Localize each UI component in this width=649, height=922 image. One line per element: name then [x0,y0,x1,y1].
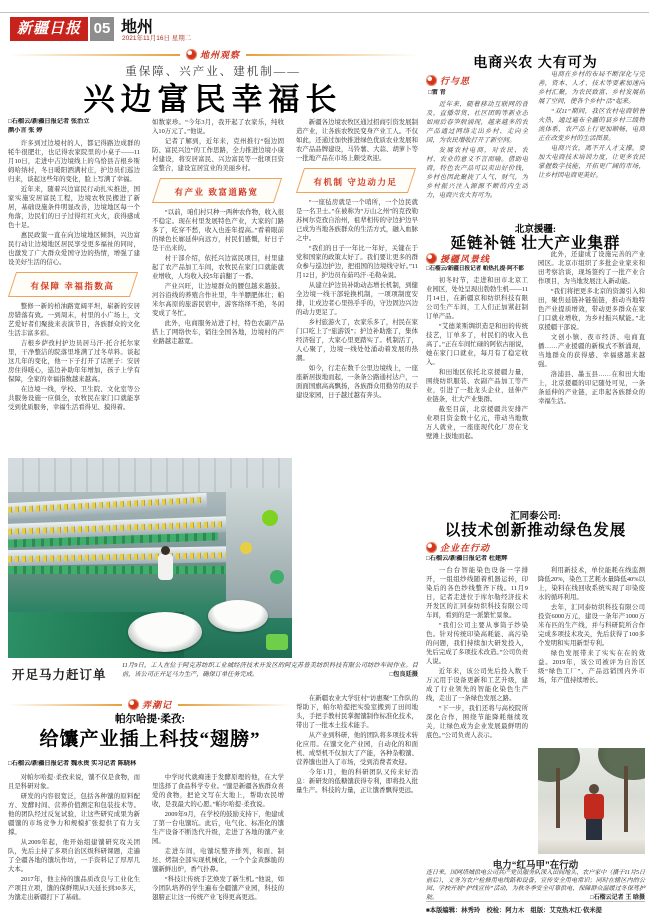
naan-article-byline: □石榴云/新疆日报记者 魏永贵 实习记者 陈晓林 [8,760,137,767]
power-worker-photo [538,748,645,854]
main-article-column-1 [8,118,140,454]
article-paragraph: 从建立护边员补助动态增长机制，到健全边境一线干部轮换机制，一项项制度安排，让戍边者心里热乎乎的，守边固边兴边的动力更足了。 [296,282,418,316]
column-tag-icon [128,699,139,710]
section-divider [8,48,418,61]
green-knob [262,510,278,526]
commentary-byline: □雷 青 [428,89,446,96]
article-paragraph: 一台台智能染色设备一字排开，一组组纱线随着机器运转，印染后的各色纱线整齐下线。11月9日，记者走进位于库尔勒经济技术开发区的汇同泰纺织科技有限公司车间，看到的是一派繁忙景象。 [426,567,528,619]
article-paragraph: 和田地区依托北京援疆力量，围绕纺织服装、农副产品加工等产业，引进了一批龙头企业，延伸产业链条，壮大产业集群。 [426,369,528,403]
article-paragraph: “双11”期间，我区农村电商销售火热，通过遍布全疆的县乡村三级物流体系，农产品上行更加顺畅，电商正在改变乡村的生活图景。 [538,108,645,142]
article-paragraph: 此外，电商服务站进了村，特色农副产品搭上了网络快车，销往全国各地，边境村的产业路越走越宽。 [152,320,284,345]
column-tag-label: 弄潮记 [142,700,173,710]
column-tag-icon [426,75,437,86]
column-tag-icon [426,542,437,553]
huitongtai-article-column-1 [426,566,528,854]
column-tag [426,252,490,265]
article-paragraph: 近年来，该公司先后投入数千万元用于设备更新和工艺升级，建成了行业领先的智能化染色生产线，走出了一条绿色发展之路。 [426,668,528,702]
article-paragraph: 从产业到科研，他的团队将多项技术转化应用。在馕文化产业园，自动化的和面机、成型机不仅加大了产能，各种杂粮馕、营养馕也进入了市场，受到消费者欢迎。 [296,732,418,766]
article-paragraph: 乡村旅游火了，农家乐多了，村民在家门口吃上了“旅游饭”；护边补助涨了，集体经济强了，大家心里更踏实了。机制活了，人心聚了，边境一线处处涌动着发展的热潮。 [296,319,418,362]
column-tag-label: 援疆风景线 [440,254,491,264]
beijing-article-column-1 [426,276,528,501]
photo2-caption-title: 电力“红马甲”在行动 [492,860,579,871]
column-tag-label: 行与思 [440,76,471,86]
edition-date: 2021年11月16日 星期二 [122,35,192,42]
section-divider [8,698,292,711]
textile-factory-photo [8,458,292,658]
page-number-badge: 05 [90,17,114,41]
article-paragraph: 洛浦县、墨玉县……在和田大地上，北京援疆的印记随处可见，一条条延伸的产业链，正串起各族群众的幸福生活。 [538,371,645,405]
article-paragraph: 如数家珍。“今年3月，我开起了农家乐，纯收入10万元了。”他说。 [152,119,284,135]
article-paragraph: “科技让传统手艺焕发了新生机。”他说，如今团队培养的学生遍布全疆馕产业园，科技的翅膀正让这一传统产业飞得更高更远。 [152,876,284,901]
subhead-box [152,178,282,203]
top-rule [0,12,649,13]
column-tag-icon [186,49,197,60]
article-paragraph: “我们将把更多北京的资源引入和田，聚焦延链补链强链，推动当地特色产业提质增效，带动更多群众在家门口就业增收，为乡村振兴赋能。”北京援疆干部说。 [538,288,645,331]
machine-cabinet [226,488,292,618]
section-title: 地州 [121,19,154,36]
main-article-kicker: 重保障、兴产业、建机制—— [125,66,301,78]
article-paragraph: 绿色发展带来了实实在在的效益。2019年，该公司被评为自治区级“绿色工厂”，产品远销国内外市场，年产值持续增长。 [538,650,645,684]
subhead-label: 有保障 幸福指数高 [30,280,115,291]
article-paragraph: 走进车间，电馕坑整齐排列，和面、制坯、烤制全部实现机械化，一个个金黄酥脆的馕新鲜出炉，香气扑鼻。 [152,848,284,873]
article-paragraph: 从2009年起，他开始组建馕研究攻关团队，先后主持了多项自治区级科研课题，走遍了全疆各地的馕坑作坊，一手资料记了厚厚几大本。 [8,839,140,873]
column-tag [426,74,470,87]
subhead-label: 有产业 致富道路宽 [174,186,259,197]
photo1-caption-text: 11月9日，工人在位于阿克苏纺织工业城经济技术开发区的阿克苏普美纺织科技有限公司纺纱车间作业。目前，该公司正开足马力生产，确保订单任务完成。 [122,662,418,678]
divider-line [246,54,418,56]
yellow-knob [240,542,252,554]
article-paragraph: 2017年，他主持的馕品质改良与工业化生产项目立项，馕的保鲜期从3天延长到30多天，为馕走出新疆打下了基础。 [8,876,140,901]
green-part [266,634,288,650]
article-paragraph: 文创小镇、夜市经济、电商直播……产业援疆的新模式不断涌现，当地群众的获得感、幸福感越来越强。 [538,334,645,368]
main-article-byline-2: 颜小言 张 婷 [8,126,43,134]
factory-ceiling [8,458,292,492]
page-footer: ■本版编辑：林秀玲 校检：阿力木 组版：艾克热木江·依米提 [426,901,645,914]
sliver-can [128,612,202,652]
article-paragraph: 初冬时节，走进和田市北京工业园区，处处呈现出勃勃生机——11月14日，在新疆京和纺织科技有限公司生产车间，工人们正加紧赶制订单产品。 [426,277,528,320]
article-paragraph: 研发的内容很宽泛，包括各种馕的原料配方、发酵时间、营养价值测定和包装技术等。他的团队经过反复试验，让这些研究成果为新疆馕的市场竞争力和规模扩张提供了有力支撑。 [8,793,140,836]
naan-article-column-3 [296,694,418,916]
red-vest [584,794,604,820]
main-article-column-3 [296,118,418,658]
article-paragraph: “艾德莱斯绸织造是和田的传统技艺，订单多了，村民们的收入也高了。”正在车间忙碌的阿依古丽说，她在家门口就业，每月有了稳定收入。 [426,323,528,366]
subhead-box [8,272,138,297]
article-paragraph: “以前，咱们村只种一两种农作物，收入很不稳定。现在村里发展特色产业，大家的门路多了，吃穿不愁，收入也连年提高。”看着眼前的绿色长廊延伸向远方，村民们感慨，好日子是干出来的。 [152,209,284,252]
sliver-can [208,600,268,632]
photo2-caption-text: 连日来，国网塔城供电公司共产党员服务队深入田间地头、农户家中（摄于11月5日前后），义务为农户检修用电线路和设备，宣传安全用电常识；同时在辖区内的公园、学校开展“护线宣传”活动，为秋冬季安全可靠供电、保障群众温暖过冬保驾护航。 [426,870,645,901]
article-paragraph: 近年来，随着移动互联网的普及，直播带货、社区团购等新业态如雨后春笋般涌现，越来越多的农产品通过网络走出乡村、走向全国，为农民增收打开了新空间。 [426,101,528,144]
naan-article-kicker: 帕尔哈提·柔孜: [115,714,185,725]
divider-line [8,54,180,56]
main-article-title: 兴边富民幸福长 [83,82,343,117]
article-paragraph: 截至目前，北京援疆共安排产业项目资金数十亿元，带动当地数万人就业，一座座现代化厂房在戈壁滩上拔地而起。 [426,406,528,440]
huitongtai-article-byline: □石榴云/新疆日报记者 杜建辉 [426,555,508,562]
article-paragraph: “一座毡房就是一个哨所，一个边民就是一名卫士。”在被称为“万山之州”的克孜勒苏柯尔克孜自治州，祖辈相传的守边护边早已成为当地各族群众的生活方式，融入血脉之中。 [296,199,418,242]
column-tag-label: 企业在行动 [440,543,491,553]
photo2-caption [426,869,645,902]
article-paragraph: 在新疆农业大学驻村“访惠聚”工作队的帮助下，帕尔哈提把实验室搬到了田间地头，手把手教村民掌握馕制作标准化技术，带出了一批本土技术能手。 [296,695,418,729]
article-paragraph: “我们公司主要从事筒子纱染色。针对传统印染高耗能、高污染的问题，我们持续加大研发投入，先后完成了多项技术改造。”公司负责人说。 [426,622,528,665]
beijing-article-title: 延链补链 壮大产业集群 [450,235,621,252]
huitongtai-article-column-2 [538,566,645,744]
article-paragraph: 去年，汇同泰纺织科技有限公司投资6000万元，建设一条年产1000万米布匹的生产线，并与科研院所合作完成多项技术攻关，先后获得了100多个发明和实用新型专利。 [538,604,645,647]
article-paragraph: 在边境一线，学校、卫生院、文化室等公共服务设施一应俱全，农牧民在家门口就能享受到优质服务，幸福生活看得见、摸得着。 [8,386,140,411]
main-article-column-2 [152,118,284,454]
green-knob [270,570,284,584]
newspaper-logo: 新疆日报 [10,17,88,41]
photo1-caption-title: 开足马力赶订单 [12,668,107,682]
column-tag-label: 地州观察 [200,50,241,60]
article-paragraph: “下一步，我们还将与高校院所深化合作，围绕节能降耗继续攻关，让绿色成为企业发展最鲜明的底色。”公司负责人表示。 [426,705,528,739]
column-tag [426,541,490,554]
beijing-article-kicker: 北京援疆: [514,225,557,235]
subhead-box [296,168,416,193]
photo1-credit: □包良廷摄 [389,670,418,678]
tree-trunk [556,768,560,828]
beijing-article-byline: □石榴云/新疆日报记者 帕热扎提·阿不都 [426,266,524,272]
column-tag [186,48,240,61]
article-paragraph: 村干部介绍，依托兴边富民项目，村里建起了农产品加工车间，农牧民在家门口就能就业增收，人均收入较5年前翻了一番。 [152,255,284,280]
article-paragraph: 2009年9月，在学校的鼓励支持下，他建成了第一台电馕坑。此后，电气化、标准化的馕生产设备不断迭代升级，走进了各地的馕产业园。 [152,811,284,845]
article-paragraph: 许多到过边境村的人，都记得路边成群的牦牛很肥壮，也记得农家院里的小桌子——11月10日，走进中吉边境线上的乌恰县吉根乡斯姆哈纳村，冬日暖阳洒满村庄，护边员们巡边归来，谈起这些年的变化，脸上写满了幸福。 [8,140,140,183]
article-paragraph: 整修一新的柏油路宽阔平坦，崭新的安居房错落有致。一到周末，村里的小广场上，文艺爱好者们聚拢来表演节目，各族群众的文化生活丰富多彩。 [8,303,140,337]
beijing-article-column-2 [538,250,645,501]
divider-line [8,704,122,706]
article-paragraph: 利用新技术，单位能耗在线监测降低20%，染色工艺耗水量降低40%以上，染料在线回收系统实现了印染废水的循环利用。 [538,567,645,601]
article-paragraph: 此外，还建成了设施完善的产业园区。北京市组织了多批企业家来和田考察洽谈，现场签约了一批产业合作项目，为当地发展注入新动能。 [538,251,645,285]
worker-head [161,546,170,555]
naan-article-title: 给馕产业插上科技“翅膀” [39,729,261,750]
article-paragraph: 产业兴旺，让边境群众的腰包越来越鼓。河谷沿线的养殖合作社里，牛羊膘肥体壮；帕米尔高原的旅游民宿中，游客络绎不绝，冬闲变成了冬忙。 [152,283,284,317]
commentary-title: 电商兴农 大有可为 [473,56,598,71]
article-paragraph: 中学时代就痴迷于发酵原理的他，在大学里选择了食品科学专业。“馕是新疆各族群众喜爱的食物，把论文写在大地上，帮助农民增收，是我最大的心愿。”帕尔哈提·柔孜说。 [152,774,284,808]
naan-article-column-2 [152,773,284,916]
subhead-label: 有机制 守边动力足 [313,176,398,187]
snowy-ground [538,840,645,854]
worker-legs [586,819,602,841]
article-paragraph: 新疆各边境农牧区通过招商引资发展制造产业，让各族农牧民变身产业工人。不仅如此，还通过加快推进绿色优质农业发展和农产品品牌建设，马铃薯、大蒜、胡萝卜等一批地产品在市场上颇受欢迎。 [296,119,418,162]
worker-head [589,784,599,794]
article-paragraph: 记者了解到，近年来，克州推行“强边固防、富民兴边”的工作思路，全力推进边境小康村建设，将安居富民、兴边富民等一批项目资金整合，建设宜居宜业的美丽乡村。 [152,138,284,172]
article-paragraph: 惠民政策一直在向边境地区倾斜，兴边富民行动让边境地区居民享受更多福祉的同时，也激发了广大群众爱国守边的热情，增强了建设美好生活的信心。 [8,232,140,266]
article-paragraph: 电商兴农，离不开人才支撑。要加大电商技术培训力度，让更多农民掌握数字技能，开拓更广阔的市场，让乡村因电商更美好。 [538,145,645,179]
naan-article-column-1 [8,773,140,916]
article-paragraph: 今年1月，他的科研团队又传来好消息：新研发的低糖馕获得专利，即将投入批量生产。科技的力量，正让馕香飘得更远。 [296,769,418,794]
divider-line [178,704,292,706]
article-paragraph: 发展农村电商，对农民、农村、农业的意义不言而喻。借助电商，特色农产品可以卖出好价钱，乡村也因此聚拢了人气、财气，为乡村振兴注入源源不断的内生动力，电商兴农大有可为。 [426,147,528,199]
article-paragraph: 对帕尔哈提·柔孜来说，馕不仅是食物，而且是科研对象。 [8,774,140,790]
worker-figure [158,554,173,580]
tree-foliage [598,748,645,780]
commentary-column-2 [538,70,645,215]
tree-trunk [624,766,628,832]
commentary-column-1 [426,100,528,215]
photo2-credit: □石榴云记者 王 晗摄 [590,894,645,901]
article-paragraph: 如今，行走在数千公里边境线上，一座座新居拔地而起，一条条公路通村达户，一面面国旗高高飘扬，各族群众用勤劳的双手建设家园，日子越过越有奔头。 [296,365,418,399]
column-tag-icon [426,253,437,264]
article-paragraph: 近年来，随着兴边富民行动扎实推进，国家实施安居富民工程，边境农牧民搬进了新居，基础设施条件明显改善，边境地区每一个角落，边民们的日子过得红红火火，获得感成色十足。 [8,186,140,229]
article-paragraph: “我们的日子一年比一年好，关键在于党和国家的政策太好了。我们要让更多的群众参与巡边护边，把祖国的边境线守好。”11月12日，护边员布茹玛汗·毛勒朵说。 [296,245,418,279]
column-tag [128,698,172,711]
huitongtai-article-title: 以技术创新推动绿色发展 [444,522,627,539]
huitongtai-article-kicker: 汇同泰公司: [510,512,561,522]
main-article-byline: □石榴云/新疆日报记者 张治立 [8,118,90,125]
article-paragraph: 电商在乡村的布局不断深化与完善，资本、人才、技术等要素加速向乡村汇聚，为农民致富、乡村发展拓展了空间，使各个乡村“活”起来。 [538,71,645,105]
article-paragraph: 吉根乡萨孜村护边员居马汗·托合托尔家里，干净整洁的院落里堆满了过冬草料。谈起这几年的变化，他一下子打开了话匣子：安居房住得暖心，巡边补助年年增加，孩子上学有保障，全家的幸福指数越来越高。 [8,340,140,383]
photo1-caption [122,662,418,679]
